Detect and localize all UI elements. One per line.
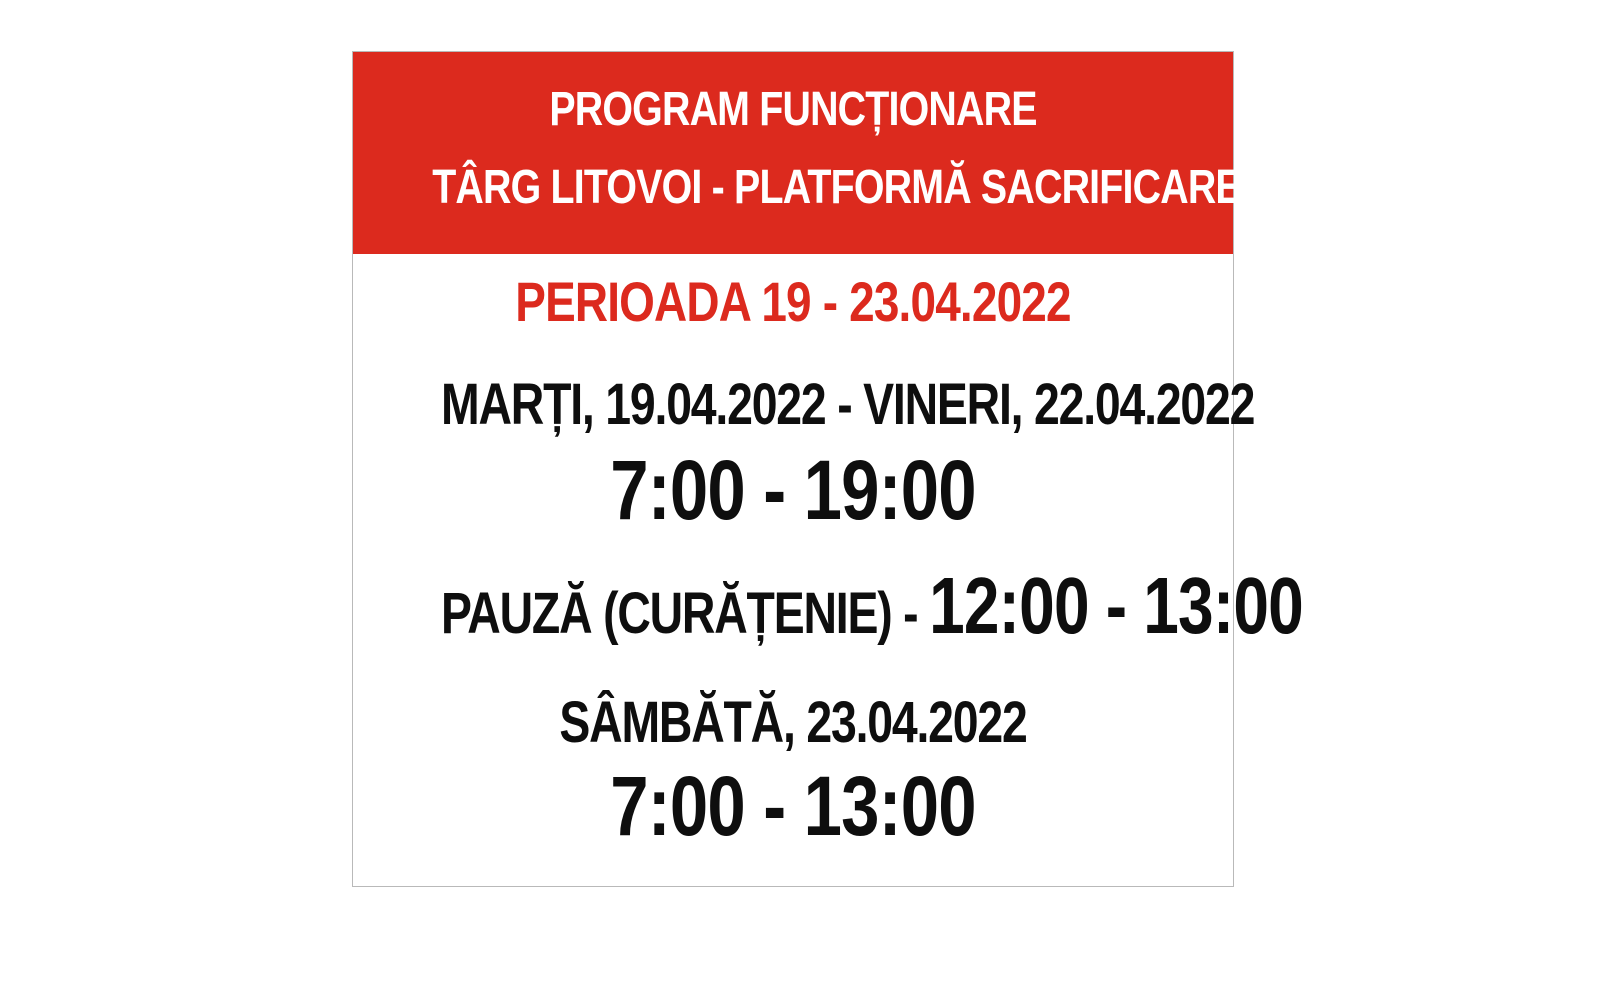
schedule-card (352, 51, 1329, 887)
header-subtitle: TÂRG LITOVOI - PLATFORMĂ SACRIFICARE MIEI (432, 161, 1329, 214)
header-banner (353, 52, 1329, 254)
header-title: PROGRAM FUNCȚIONARE (549, 83, 1037, 136)
weekday-date-range: MARȚI, 19.04.2022 - VINERI, 22.04.2022 (441, 372, 1255, 437)
weekday-hours: 7:00 - 19:00 (610, 443, 976, 537)
break-hours: 12:00 - 13:00 (929, 561, 1303, 650)
saturday-date: SÂMBĂTĂ, 23.04.2022 (559, 690, 1027, 755)
period-label: PERIOADA 19 - 23.04.2022 (515, 270, 1071, 333)
break-row (441, 560, 1303, 652)
saturday-hours: 7:00 - 13:00 (610, 759, 976, 853)
break-label: PAUZĂ (CURĂȚENIE) - (441, 581, 930, 646)
